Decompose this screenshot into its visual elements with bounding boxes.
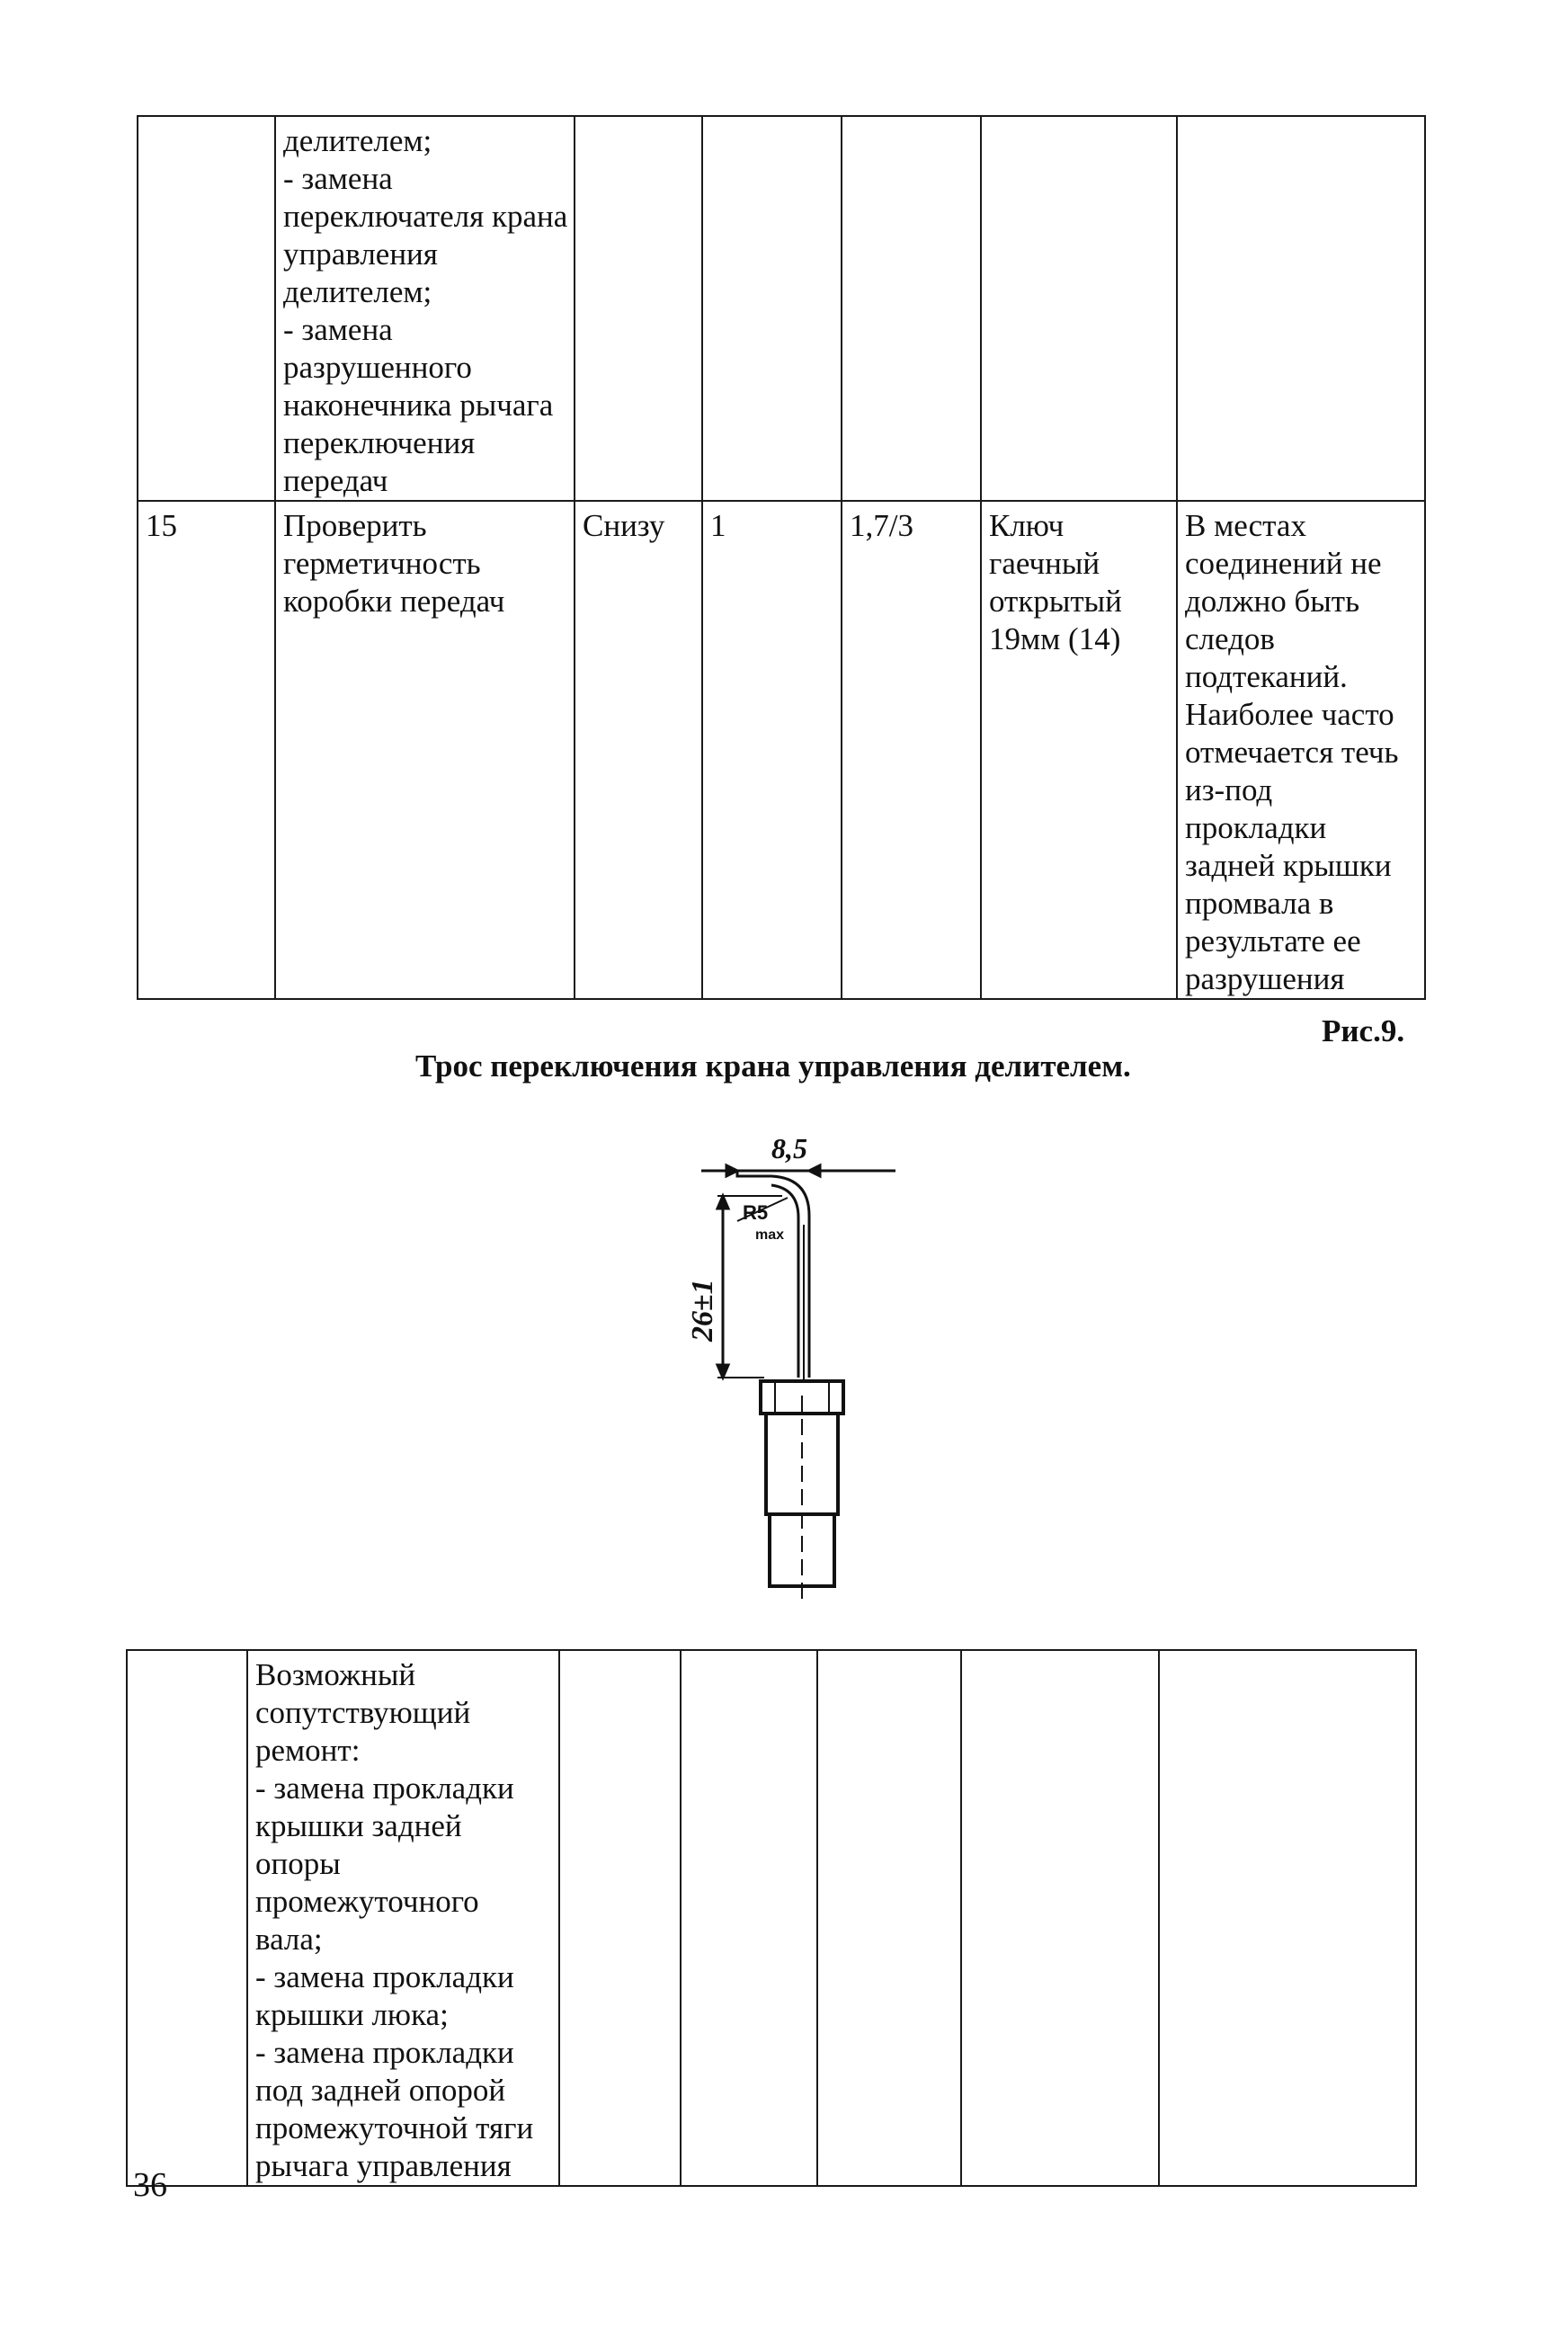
cell-requirements xyxy=(1159,1650,1416,2186)
table-row xyxy=(138,501,1425,999)
cell-no xyxy=(127,1650,247,2186)
cell-text-line: открытый xyxy=(989,584,1122,619)
cell-location xyxy=(559,1650,681,2186)
cell-operation xyxy=(275,501,575,999)
cell-no: 15 xyxy=(138,501,275,999)
cell-text-line: Возможный xyxy=(255,1657,416,1692)
table-row xyxy=(138,116,1425,501)
cell-time xyxy=(842,116,981,501)
cell-location: Снизу xyxy=(575,501,702,999)
cell-text-line: В местах xyxy=(1185,508,1306,543)
cell-text-line: Ключ xyxy=(989,508,1065,543)
cell-time xyxy=(817,1650,961,2186)
cell-text-line: коробки передач xyxy=(283,584,505,619)
cell-tool xyxy=(981,116,1177,501)
cell-text-line: - замена прокладки xyxy=(255,1771,514,1806)
figure-title: Трос переключения крана управления делителем. xyxy=(415,1048,1131,1084)
cell-text-line: разрушенного xyxy=(283,350,472,385)
cell-text-line: следов xyxy=(1185,621,1275,656)
cell-text-line: опоры xyxy=(255,1846,341,1881)
cell-operation xyxy=(247,1650,559,2186)
cell-text-line: 19мм (14) xyxy=(989,621,1121,656)
cell-text-line: переключателя крана xyxy=(283,199,568,234)
cell-text-line: вала; xyxy=(255,1922,323,1957)
cell-text-line: герметичность xyxy=(283,546,481,581)
cell-text-line: соединений не xyxy=(1185,546,1382,581)
cable-bend-inner xyxy=(771,1185,798,1378)
cell-count xyxy=(702,116,842,501)
cell-text-line: ремонт: xyxy=(255,1733,361,1768)
cell-text-line: переключения xyxy=(283,425,476,460)
work-table-bottom xyxy=(126,1649,1417,2187)
cell-text-line: рычага управления xyxy=(255,2148,512,2183)
cell-text-line: отмечается течь xyxy=(1185,735,1399,770)
arrow-head xyxy=(809,1165,820,1176)
cell-no xyxy=(138,116,275,501)
cell-text-line: Проверить xyxy=(283,508,427,543)
dimension-label-max: max xyxy=(755,1227,785,1243)
table-row xyxy=(127,1650,1416,2186)
page-number: 36 xyxy=(133,2166,167,2204)
cell-text-line: Наиболее часто xyxy=(1185,697,1394,732)
cell-text-line: разрушения xyxy=(1185,961,1345,996)
cell-text-line: - замена прокладки xyxy=(255,2035,514,2070)
cell-text-line: наконечника рычага xyxy=(283,388,554,423)
cell-text-line: промежуточного xyxy=(255,1884,479,1919)
cell-requirements xyxy=(1177,501,1425,999)
cell-count xyxy=(681,1650,817,2186)
cell-text-line: результате ее xyxy=(1185,923,1361,959)
cell-requirements xyxy=(1177,116,1425,501)
figure-number: Рис.9. xyxy=(1322,1013,1405,1048)
cell-text-line: - замена прокладки xyxy=(255,1959,514,1994)
dimension-label-radius: R5 xyxy=(743,1201,769,1224)
cell-text-line: сопутствующий xyxy=(255,1695,471,1730)
cell-text-line: крышки люка; xyxy=(255,1997,449,2032)
cell-count: 1 xyxy=(702,501,842,999)
cell-text-line: под задней опорой xyxy=(255,2073,506,2108)
cell-text-line: гаечный xyxy=(989,546,1100,581)
cell-text-line: задней крышки xyxy=(1185,848,1392,883)
cell-text-line: промвала в xyxy=(1185,886,1334,921)
cell-text-line: - замена xyxy=(283,161,393,196)
cable-drawing xyxy=(665,1126,917,1602)
cell-operation xyxy=(275,116,575,501)
cell-text-line: - замена xyxy=(283,312,393,347)
cell-text-line: управления xyxy=(283,236,438,272)
cell-text-line: должно быть xyxy=(1185,584,1360,619)
cell-time: 1,7/3 xyxy=(842,501,981,999)
arrow-head xyxy=(726,1165,737,1176)
cell-text-line: крышки задней xyxy=(255,1808,462,1843)
cell-tool xyxy=(961,1650,1159,2186)
cell-text-line: подтеканий. xyxy=(1185,659,1348,694)
cell-location xyxy=(575,116,702,501)
cell-text-line: промежуточной тяги xyxy=(255,2110,534,2145)
cell-text-line: делителем; xyxy=(283,123,432,158)
cell-text-line: из-под xyxy=(1185,772,1273,807)
cell-tool xyxy=(981,501,1177,999)
work-table-top xyxy=(137,115,1426,1000)
cell-text-line: передач xyxy=(283,463,388,498)
cell-text-line: прокладки xyxy=(1185,810,1327,845)
cell-text-line: делителем; xyxy=(283,274,432,309)
dimension-label-length: 26±1 xyxy=(686,1279,719,1342)
dimension-label-width: 8,5 xyxy=(771,1132,807,1164)
